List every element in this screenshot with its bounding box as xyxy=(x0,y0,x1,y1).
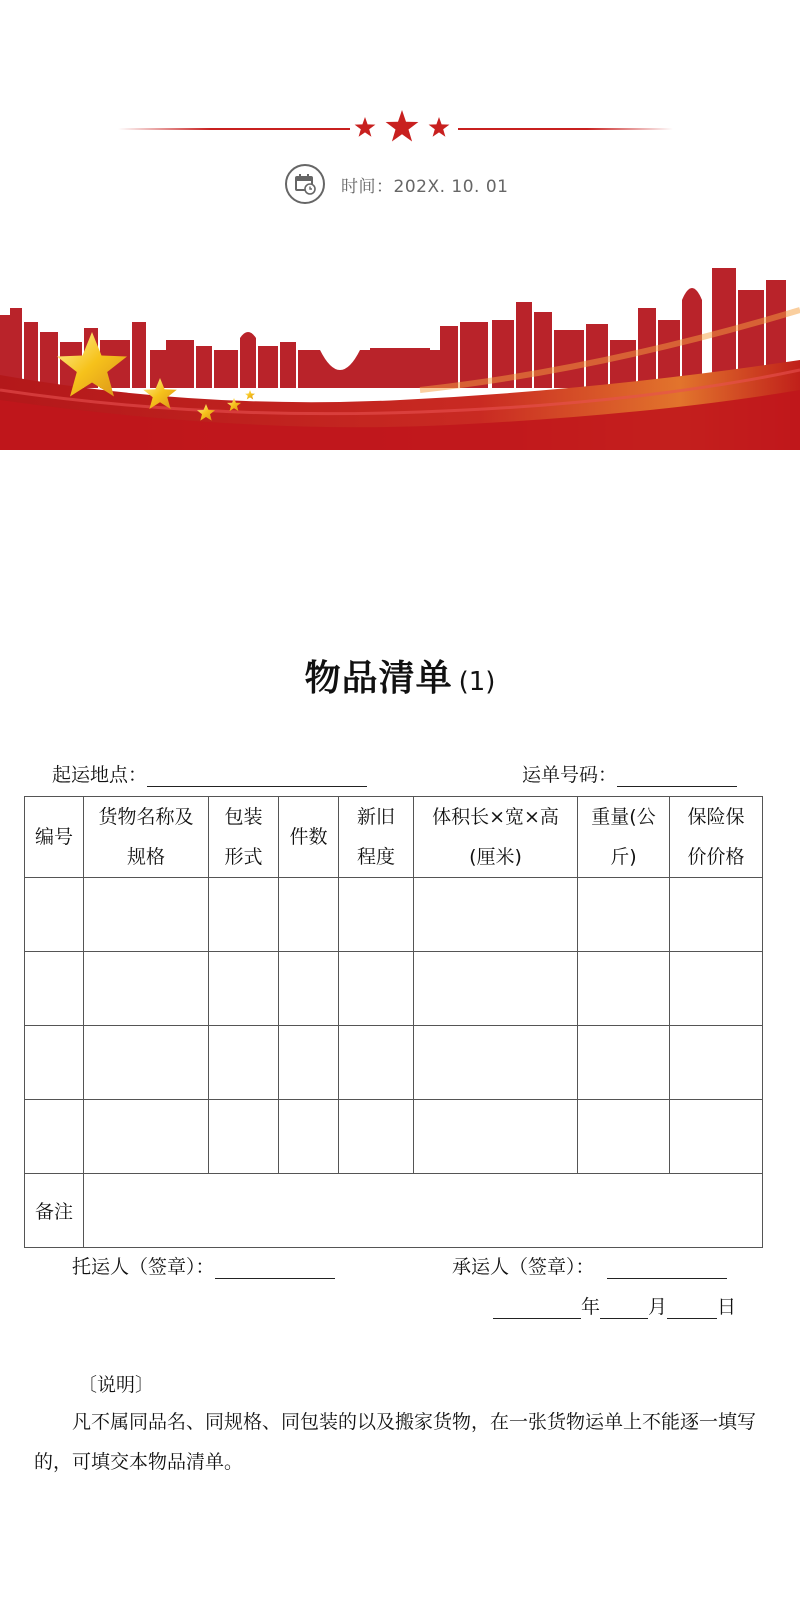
table-cell[interactable] xyxy=(414,1100,578,1174)
table-header-cell xyxy=(578,797,670,878)
sign-date xyxy=(493,1292,736,1319)
header-text: 保险保 xyxy=(687,806,745,828)
table-row xyxy=(25,1026,763,1100)
year-input-line[interactable] xyxy=(493,1298,581,1319)
table-cell[interactable] xyxy=(414,878,578,952)
table-header-cell xyxy=(84,797,209,878)
month-label: 月 xyxy=(648,1296,668,1318)
table-header-cell xyxy=(339,797,414,878)
header-text: 编号 xyxy=(34,826,73,848)
calendar-clock-icon xyxy=(285,164,325,204)
remark-row xyxy=(25,1174,763,1248)
table-cell[interactable] xyxy=(25,1026,84,1100)
table-header-cell xyxy=(670,797,763,878)
table-cell[interactable] xyxy=(670,1100,763,1174)
header-text: 形式 xyxy=(224,846,263,868)
table-cell[interactable] xyxy=(25,952,84,1026)
table-cell[interactable] xyxy=(279,878,339,952)
header-text: 价价格 xyxy=(687,846,745,868)
table-cell[interactable] xyxy=(25,878,84,952)
city-skyline-banner xyxy=(0,250,800,450)
origin-input-line[interactable] xyxy=(147,766,367,787)
table-cell[interactable] xyxy=(339,952,414,1026)
remark-label: 备注 xyxy=(25,1174,84,1248)
table-cell[interactable] xyxy=(339,1026,414,1100)
day-label: 日 xyxy=(717,1296,737,1318)
header-text: 货物名称及 xyxy=(98,806,194,828)
header-text: 体积长×宽×高 xyxy=(432,806,559,828)
header-text: 程度 xyxy=(356,846,395,868)
star-icon-group xyxy=(350,108,458,148)
table-header-cell xyxy=(279,797,339,878)
note-title: 〔说明〕 xyxy=(78,1374,155,1396)
table-header-cell xyxy=(414,797,578,878)
star-icon xyxy=(245,390,255,400)
table-row xyxy=(25,952,763,1026)
table-cell[interactable] xyxy=(578,1026,670,1100)
table-header-row xyxy=(25,797,763,878)
star-icon xyxy=(429,117,450,137)
table-cell[interactable] xyxy=(84,878,209,952)
page-title xyxy=(0,650,800,701)
carrier-signature xyxy=(452,1252,727,1279)
header-text: 重量(公 xyxy=(591,806,656,828)
carrier-input-line[interactable] xyxy=(607,1258,727,1279)
table-cell[interactable] xyxy=(279,952,339,1026)
table-cell[interactable] xyxy=(25,1100,84,1174)
header-text: 包装 xyxy=(224,806,263,828)
date-row xyxy=(285,162,508,206)
table-cell[interactable] xyxy=(339,878,414,952)
table-cell[interactable] xyxy=(578,1100,670,1174)
header-text: 规格 xyxy=(126,846,165,868)
header-text: (厘米) xyxy=(469,846,522,868)
header-text: 件数 xyxy=(289,826,328,848)
table-cell[interactable] xyxy=(414,1026,578,1100)
shipper-input-line[interactable] xyxy=(215,1258,335,1279)
day-input-line[interactable] xyxy=(667,1298,717,1319)
shipper-signature xyxy=(72,1252,335,1279)
origin-field xyxy=(52,760,367,787)
goods-table xyxy=(24,796,763,1248)
origin-label: 起运地点： xyxy=(52,764,148,786)
table-cell[interactable] xyxy=(84,1026,209,1100)
waybill-input-line[interactable] xyxy=(617,766,737,787)
header-divider-left xyxy=(118,128,350,130)
year-label: 年 xyxy=(581,1296,601,1318)
city-skyline xyxy=(0,268,786,388)
month-input-line[interactable] xyxy=(600,1298,648,1319)
table-cell[interactable] xyxy=(84,1100,209,1174)
table-cell[interactable] xyxy=(414,952,578,1026)
remark-cell[interactable] xyxy=(84,1174,763,1248)
header-text: 新旧 xyxy=(356,806,395,828)
waybill-field xyxy=(522,760,737,787)
header-text: 斤) xyxy=(610,846,637,868)
star-icon xyxy=(355,117,376,137)
table-cell[interactable] xyxy=(339,1100,414,1174)
table-row xyxy=(25,878,763,952)
table-row xyxy=(25,1100,763,1174)
title-number: (1) xyxy=(458,667,496,697)
date-text: 时间：202X. 10. 01 xyxy=(341,176,509,197)
carrier-label: 承运人（签章）： xyxy=(452,1256,595,1278)
header-divider-right xyxy=(458,128,673,130)
shipper-label: 托运人（签章）： xyxy=(72,1256,215,1278)
table-cell[interactable] xyxy=(578,952,670,1026)
table-cell[interactable] xyxy=(209,878,279,952)
table-cell[interactable] xyxy=(209,1100,279,1174)
table-cell[interactable] xyxy=(670,878,763,952)
table-cell[interactable] xyxy=(209,952,279,1026)
table-header-cell xyxy=(209,797,279,878)
table-cell[interactable] xyxy=(578,878,670,952)
waybill-label: 运单号码： xyxy=(522,764,618,786)
table-header-cell xyxy=(25,797,84,878)
table-cell[interactable] xyxy=(279,1026,339,1100)
title-text: 物品清单 xyxy=(304,658,453,699)
table-cell[interactable] xyxy=(670,1026,763,1100)
table-cell[interactable] xyxy=(670,952,763,1026)
note-body: 凡不属同品名、同规格、同包装的以及搬家货物，在一张货物运单上不能逐一填写的，可填交本物品清单。 xyxy=(34,1411,757,1473)
table-cell[interactable] xyxy=(279,1100,339,1174)
table-cell[interactable] xyxy=(84,952,209,1026)
star-icon xyxy=(386,110,419,142)
table-cell[interactable] xyxy=(209,1026,279,1100)
